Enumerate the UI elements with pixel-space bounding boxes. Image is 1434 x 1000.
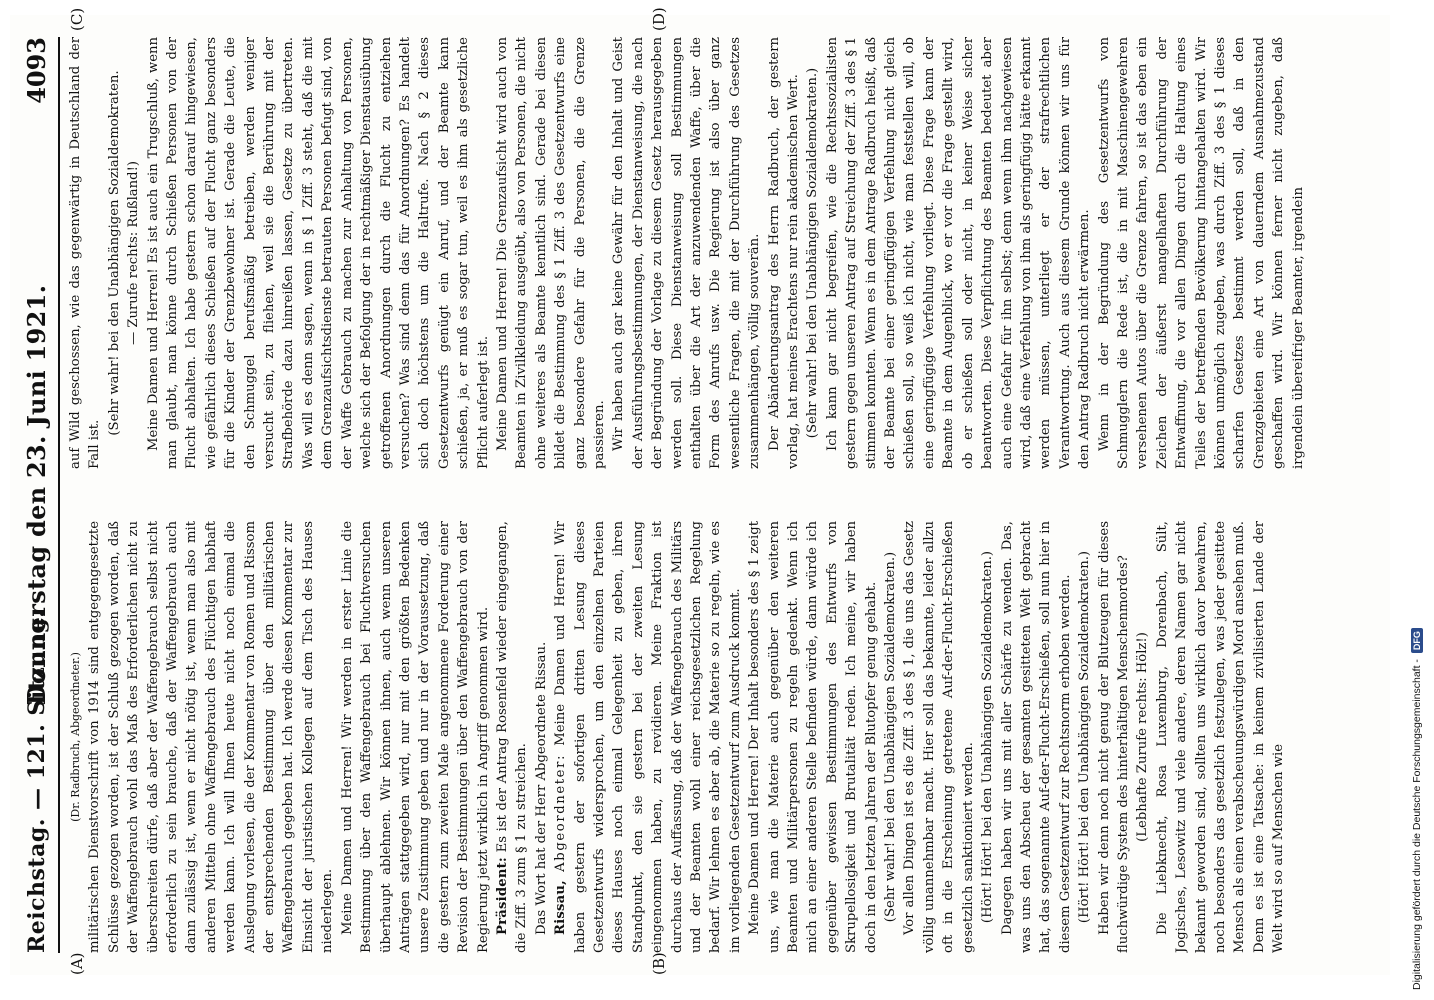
- paragraph: Haben wir denn noch nicht genug der Blutzeugen für dieses fluchwürdige System des hinterhältigen Menschenmordes?: [1096, 521, 1131, 953]
- speaker-name: Rissau,: [553, 880, 569, 935]
- paragraph-text: Meine Damen und Herren! Wir haben gestern der sofortigen dritten Lesung dieses Gesetzentwurfs widersprochen, um den einzelnen Parteien dieses Hauses noch einmal Gelegenheit zu geben, ihren Standpunkt, den sie gestern bei der zweiten Lesung eingenommen haben, zu revidieren. Meine Fraktion ist durchaus der Auffassung, daß der Waffengebrauch des Militärs und der Beamten wohl einer reichsgesetzlichen Regelung bedarf. Wir lehnen es aber ab, die Materie so zu regeln, wie es im vorliegenden Gesetzentwurf zum Ausdruck kommt.: [553, 521, 743, 953]
- dfg-logo: DFG: [1411, 628, 1423, 653]
- paragraph: Meine Damen und Herren! Der Inhalt besonders des § 1 zeigt uns, wie man die Materie auch gegenüber den weiteren Beamten und Militärpersonen zu regeln gedenkt. Wenn ich mich an einer anderen Stelle befinden würde, dann würde ich gegenüber gewissen Bestimmungen des Entwurfs von Skrupellosigkeit und Brutalität reden. Ich meine, wir haben doch in den letzten Jahren der Blutopfer genug gehabt.: [747, 521, 879, 953]
- paragraph: [551, 521, 745, 953]
- interjection: (Lebhafte Zurufe rechts: Hölz!): [1135, 632, 1151, 842]
- interjection: (Sehr wahr! bei den Unabhängigen Sozialdemokraten.): [805, 67, 821, 439]
- header-session: Reichstag. — 121. Sitzung.: [24, 609, 50, 953]
- margin-mark-c: (C): [68, 7, 86, 31]
- interjection: (Hört! Hört! bei den Unabhängigen Sozialdemokraten.): [1077, 550, 1093, 924]
- header-date: Donnerstag den 23. Juni 1921.: [22, 284, 51, 706]
- newspaper-page: [10, 7, 1390, 975]
- page-number: 4093: [22, 37, 51, 104]
- page-header: [14, 37, 60, 953]
- paragraph: Die Liebknecht, Rosa Luxemburg, Dorenbach, Sült, Jogisches, Lesowitz und viele andere, deren Namen gar nicht bekannt geworden sind, sollten uns wirklich davor bewahren, noch besonders das gesetzlich festzulegen, was jeder gesittete Mensch als einen verabscheuungswürdigen Mord ansehen muß. Denn es ist eine Tatsache: in keinem zivilisierten Lande der Welt wird so auf Menschen wie: [1154, 521, 1287, 953]
- paragraph: Meine Damen und Herren! Es ist auch ein Trugschluß, wenn man glaubt, man könne durch Schießen Personen von der Flucht abhalten. Ich habe gestern schon darauf hingewiesen, wie gefährlich dieses Schießen auf der Flucht ganz besonders für die Kinder der Grenzbewohner ist. Gerade die Leute, die den Schmuggel berufsmäßig betreiben, werden weniger versucht sein, zu fliehen, weil sie die Berührung mit der Strafbehörde dazu hinreißen lassen, Gesetze zu übertreten. Was will es denn sagen, wenn in § 1 Ziff. 3 steht, daß die mit dem Grenzaufsichtsdienste betrauten Personen befugt sind, von der Waffe Gebrauch zu machen zur Anhaltung von Personen, welche sich der Befolgung der in rechtmäßiger Dienstausübung getroffenen Anordnungen durch die Flucht zu entziehen versuchen? Was sind denn das für Anordnungen? Es handelt sich doch höchstens um die Haltrufe. Nach § 2 dieses Gesetzentwurfs genügt ein Anruf, und der Beamte kann schießen, ja, er muß es sogar tun, weil es ihm als gesetzliche Pflicht auferlegt ist.: [145, 37, 491, 469]
- paragraph: Vor allen Dingen ist es die Ziff. 3 des § 1, die uns das Gesetz völlig unannehmbar macht. Hier soll das bekannte, leider allzu oft in die Erscheinung getretene Auf-der-Flucht-Erschießen gesetzlich sanktioniert werden.: [902, 521, 976, 953]
- paragraph: Das Wort hat der Herr Abgeordnete Rissau.: [533, 641, 549, 935]
- paragraph: Der Abänderungsantrag des Herrn Radbruch, der gestern vorlag, hat meines Erachtens nur rein akademischen Wert.: [766, 37, 802, 469]
- paragraph-text: Es ist der Antrag Rosenfeld wieder eingegangen, die Ziff. 3 zum § 1 zu streichen.: [494, 521, 530, 953]
- paragraph: auf Wild geschossen, wie das gegenwärtig in Deutschland der Fall ist.: [68, 37, 103, 469]
- paragraph: Wir haben auch gar keine Gewähr für den Inhalt und Geist der Ausführungsbestimmungen, der Dienstanweisung, die nach der Begründung der Vorlage zu diesem Gesetz herausgegeben werden soll. Diese Dienstanweisung soll Bestimmungen enthalten über die Art der anzuwendenden Waffe, über die Form des Anrufs usw. Die Regierung ist also über ganz wesentliche Fragen, die mit der Durchführung des Gesetzes zusammenhängen, völlig souverän.: [611, 37, 763, 469]
- margin-mark-b: (B): [650, 952, 668, 975]
- speaker-name: Präsident:: [494, 856, 510, 935]
- speaker-reference: (Dr. Radbruch, Abgeordneter.): [69, 652, 82, 822]
- left-column: [66, 521, 1376, 953]
- paragraph: Ich kann gar nicht begreifen, wie die Rechtssozialisten gestern gegen unseren Antrag auf Streichung der Ziff. 3 des § 1 stimmen konnten. Wenn es in dem Antrage Radbruch heißt, daß der Beamte bei einer geringfügigen Verfehlung nicht gleich schießen soll, so weiß ich nicht, wie man feststellen will, ob eine geringfügige Verfehlung vorliegt. Diese Frage kann der Beamte in dem Augenblick, wo er vor die Frage gestellt wird, ob er schießen soll oder nicht, in keiner Weise sicher beantworten. Diese Verpflichtung des Beamten bedeutet aber auch eine Gefahr für ihn selbst; denn wenn ihm nachgewiesen wird, daß eine Verfehlung von ihm als geringfügig hätte erkannt werden müssen, unterliegt er der strafrechtlichen Verantwortung. Auch aus diesem Grunde können wir uns für den Antrag Radbruch nicht erwärmen.: [824, 37, 1093, 469]
- margin-mark-a: (A): [68, 952, 86, 975]
- paragraph: Meine Damen und Herren! Wir werden in erster Linie die Bestimmung über den Waffengebrauch bei Fluchtversuchen überhaupt ablehnen. Wir können ihnen, auch wenn unseren Anträgen stattgegeben wird, nur mit den größten Bedenken unsere Zustimmung geben und nur in der Voraussetzung, daß die gestern zum zweiten Male angenommene Forderung einer Revision der Bestimmungen über den Waffengebrauch von der Regierung jetzt wirklich in Angriff genommen wird.: [339, 521, 491, 953]
- interjection: (Sehr wahr! bei den Unabhängigen Sozialdemokraten.): [883, 551, 899, 923]
- paragraph: militärischen Dienstvorschrift von 1914 sind entgegengesetzte Schlüsse gezogen worden, ist der Schluß gezogen worden, daß der Waffengebrauch wohl das Maß des Erforderlichen nicht zu überschreiten dürfe, daß aber der Waffengebrauch selbst nicht erforderlich zu sein brauche, daß der Waffengebrauch auch dann zulässig ist, wenn er nicht nötig ist, wenn man also mit anderen Mitteln ohne Waffengebrauch des Flüchtigen habhaft werden kann. Ich will Ihnen heute nicht noch einmal die Auslegung vorlesen, die der Kommentar von Romen und Rissom der entsprechenden Bestimmung über den militärischen Waffengebrauch gegeben hat. Ich werde diesen Kommentar zur Einsicht der juristischen Kollegen auf dem Tisch des Hauses niederlegen.: [87, 521, 336, 953]
- interjection: (Sehr wahr! bei den Unabhängigen Sozialdemokraten.: [106, 70, 122, 436]
- speaker-role: Abgeordneter:: [553, 753, 569, 872]
- paragraph: [493, 521, 532, 953]
- interjection: — Zurufe rechts: Rußland!): [126, 160, 142, 346]
- paragraph: Meine Damen und Herren! Die Grenzaufsicht wird auch von Beamten in Zivilkleidung ausgeübt, also von Personen, die nicht ohne weiteres als Beamte kenntlich sind. Gerade bei diesen bildet die Bestimmung des § 1 Ziff. 3 des Gesetzentwurfs eine ganz besondere Gefahr für die Personen, die die Grenze passieren.: [494, 37, 607, 469]
- interjection: (Hört! Hört! bei den Unabhängigen Sozialdemokraten.): [980, 550, 996, 924]
- paragraph: Dagegen haben wir uns mit aller Schärfe zu wenden. Das, was uns den Abscheu der gesamten gesitteten Welt gebracht hat, das sogenannte Auf-der-Flucht-Erschießen, soll nun hier in diesem Gesetzentwurf zur Rechtsnorm erhoben werden.: [999, 521, 1073, 953]
- digitization-note-text: Digitalisierung gefördert durch die Deutsche Forschungsgemeinschaft -: [1411, 659, 1423, 990]
- margin-mark-d: (D): [650, 7, 668, 31]
- paragraph: Wenn in der Begründung des Gesetzentwurfs von Schmugglern die Rede ist, die in mit Maschinengewehren versehenen Autos über die Grenze fahren, so ist das eben ein Zeichen der äußerst mangelhaften Durchführung der Entwaffnung, die vor allen Dingen durch die Haltung eines Teiles der betreffenden Bevölkerung hintangehalten wird. Wir können unmöglich zugeben, was durch Ziff. 3 des § 1 dieses scharfen Gesetzes bestimmt werden soll, daß in den Grenzgebieten eine Art von dauerndem Ausnahmezustand geschaffen wird. Wir können ferner nicht zugeben, daß irgendein übereifriger Beamter, irgendein: [1096, 37, 1306, 469]
- right-column: [66, 37, 1376, 469]
- digitization-note: [1405, 10, 1429, 990]
